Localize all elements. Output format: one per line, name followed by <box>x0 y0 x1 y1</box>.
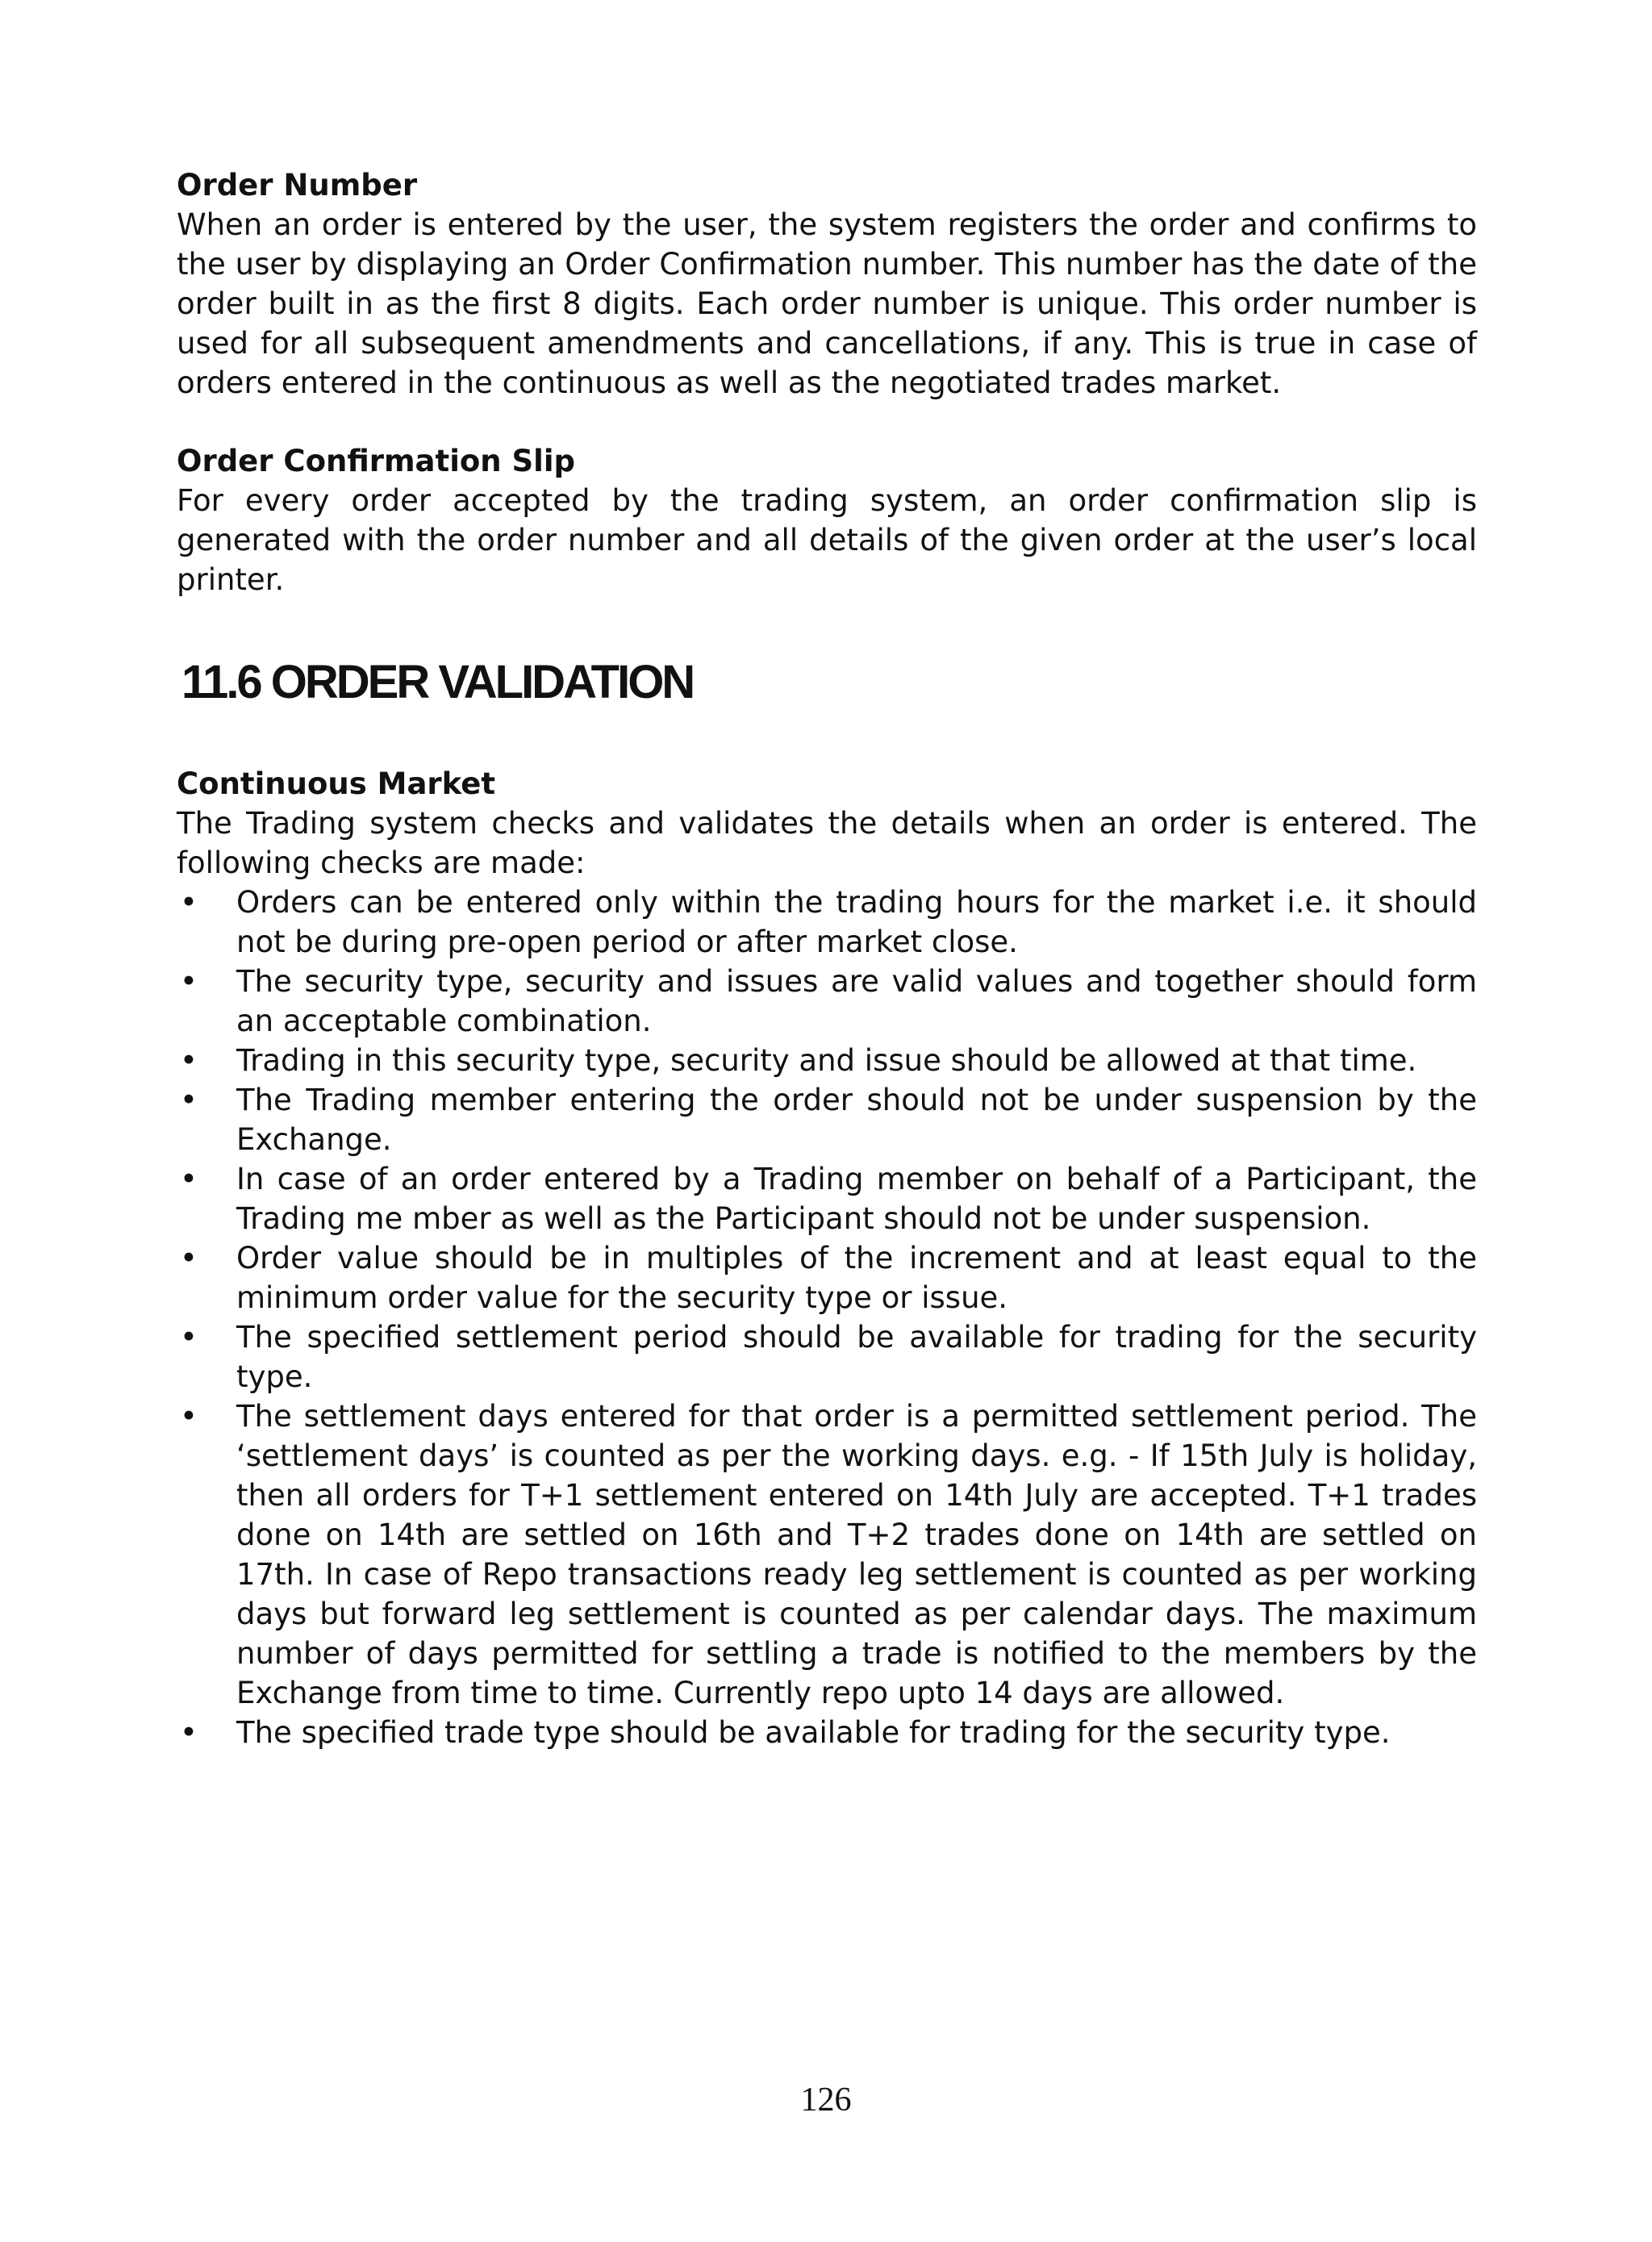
list-item-text: The specified trade type should be available for trading for the security type. <box>236 1715 1391 1750</box>
bullet-icon: • <box>180 1043 198 1078</box>
list-item <box>177 883 1477 962</box>
page-number: 126 <box>800 2081 852 2119</box>
list-item <box>177 1041 1477 1080</box>
order-number-body: When an order is entered by the user, the system registers the order and confirms to the user by displaying an Order Confirmation number. This number has the date of the order built in as the first 8 digits. Each order number is unique. This order number is used for all subsequent amendments and cancellations, if any. This is true in case of orders entered in the continuous as well as the negotiated trades market. <box>177 207 1477 400</box>
validation-checks-list <box>177 883 1477 1752</box>
list-item <box>177 1159 1477 1238</box>
list-item-text: In case of an order entered by a Trading member on behalf of a Participant, the Trading me mber as well as the Participant should not be under suspension. <box>236 1162 1477 1236</box>
list-item-text: Orders can be entered only within the trading hours for the market i.e. it should not be during pre-open period or after market close. <box>236 885 1477 959</box>
list-item <box>177 1713 1477 1752</box>
list-item <box>177 1238 1477 1317</box>
order-confirmation-slip-section <box>177 441 1477 599</box>
list-item-text: The specified settlement period should be available for trading for the security type. <box>236 1320 1477 1394</box>
continuous-market-section <box>177 764 1477 1752</box>
section-title: 11.6 ORDER VALIDATION <box>181 656 694 708</box>
list-item <box>177 962 1477 1041</box>
continuous-market-intro: The Trading system checks and validates the details when an order is entered. The following checks are made: <box>177 806 1477 880</box>
bullet-icon: • <box>180 964 198 999</box>
bullet-icon: • <box>180 1162 198 1196</box>
bullet-icon: • <box>180 1715 198 1750</box>
list-item-text: The Trading member entering the order should not be under suspension by the Exchange. <box>236 1083 1477 1157</box>
list-item <box>177 1317 1477 1397</box>
document-page <box>177 165 1477 1752</box>
list-item <box>177 1397 1477 1713</box>
list-item-text: The settlement days entered for that order is a permitted settlement period. The ‘settlement days’ is counted as per the working days. e.g. - If 15th July is holiday, then all orders for T+1 settlement entered on 14th July are accepted. T+1 trades done on 14th are settled on 16th and T+2 trades done on 14th are settled on 17th. In case of Repo transactions ready leg settlement is counted as per working days but forward leg settlement is counted as per calendar days. The maximum number of days permitted for settling a trade is notified to the members by the Exchange from time to time. Currently repo upto 14 days are allowed. <box>236 1399 1477 1710</box>
order-number-heading: Order Number <box>177 168 418 202</box>
list-item <box>177 1080 1477 1159</box>
bullet-icon: • <box>180 885 198 920</box>
continuous-market-heading: Continuous Market <box>177 766 496 801</box>
order-confirmation-slip-body: For every order accepted by the trading system, an order confirmation slip is generated with the order number and all details of the given order at the user’s local printer. <box>177 483 1477 597</box>
bullet-icon: • <box>180 1083 198 1117</box>
order-confirmation-slip-heading: Order Confirmation Slip <box>177 444 576 478</box>
list-item-text: Order value should be in multiples of the increment and at least equal to the minimum order value for the security type or issue. <box>236 1241 1477 1315</box>
list-item-text: Trading in this security type, security and issue should be allowed at that time. <box>236 1043 1417 1078</box>
bullet-icon: • <box>180 1241 198 1275</box>
order-number-section <box>177 165 1477 403</box>
bullet-icon: • <box>180 1320 198 1355</box>
bullet-icon: • <box>180 1399 198 1434</box>
list-item-text: The security type, security and issues are valid values and together should form an acceptable combination. <box>236 964 1477 1038</box>
